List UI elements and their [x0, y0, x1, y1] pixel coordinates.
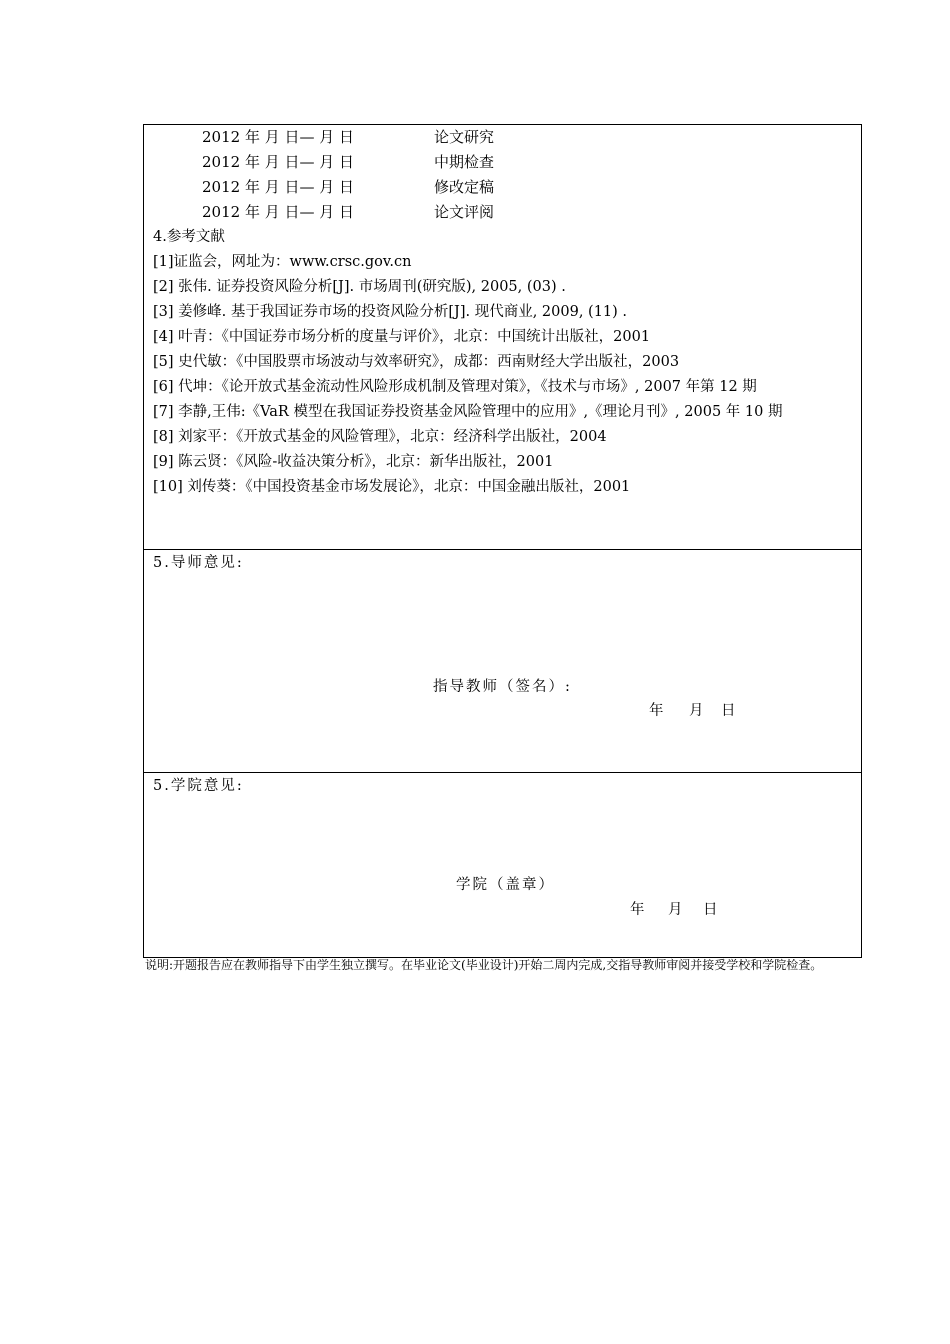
reference-item: [7] 李静,王伟:《VaR 模型在我国证券投资基金风险管理中的应用》,《理论月刊》, 2005 年 10 期: [153, 404, 783, 420]
schedule-row: [202, 150, 494, 175]
reference-item: [10] 刘传葵：《中国投资基金市场发展论》，北京：中国金融出版社，2001: [153, 479, 631, 495]
schedule-row: [202, 175, 494, 200]
schedule-row: [202, 125, 494, 150]
schedule-task: 中期检查: [434, 153, 495, 171]
schedule-date: 2012 年 月 日— 月 日: [202, 178, 355, 196]
instruction-note: 说明:开题报告应在教师指导下由学生独立撰写。在毕业论文(毕业设计)开始二周内完成,交指导教师审阅并接受学校和学院检查。: [145, 958, 823, 972]
schedule-task: 论文研究: [434, 128, 495, 146]
reference-item: [4] 叶青：《中国证券市场分析的度量与评价》，北京：中国统计出版社，2001: [153, 329, 651, 345]
schedule-date: 2012 年 月 日— 月 日: [202, 128, 355, 146]
schedule-task: 修改定稿: [434, 178, 495, 196]
day-label: 日: [721, 703, 736, 719]
reference-item: [6] 代坤：《论开放式基金流动性风险形成机制及管理对策》，《技术与市场》, 2007 年第 12 期: [153, 379, 757, 395]
schedule-row: [202, 200, 494, 225]
month-label: 月: [689, 703, 704, 719]
references-heading: 4.参考文献: [153, 229, 225, 245]
advisor-date: [649, 700, 736, 722]
reference-item: [3] 姜修峰. 基于我国证券市场的投资风险分析[J]. 现代商业, 2009, (11) .: [153, 304, 628, 320]
year-label: 年: [630, 902, 645, 918]
college-opinion-section: [144, 772, 861, 957]
college-heading: 5.学院意见:: [153, 778, 244, 794]
schedule-date: 2012 年 月 日— 月 日: [202, 153, 355, 171]
year-label: 年: [649, 703, 664, 719]
advisor-opinion-section: [144, 549, 861, 772]
schedule-date: 2012 年 月 日— 月 日: [202, 203, 355, 221]
reference-item: [2] 张伟. 证券投资风险分析[J]. 市场周刊(研究版), 2005, (03) .: [153, 279, 566, 295]
college-date: [630, 899, 718, 921]
advisor-signature-label: 指导教师（签名）:: [433, 679, 572, 695]
reference-item: [8] 刘家平：《开放式基金的风险管理》，北京：经济科学出版社，2004: [153, 429, 607, 445]
report-form-table: [143, 124, 862, 958]
advisor-heading: 5.导师意见:: [153, 555, 244, 571]
reference-item: [1]证监会，网址为：www.crsc.gov.cn: [153, 254, 412, 270]
schedule-task: 论文评阅: [434, 203, 495, 221]
reference-item: [9] 陈云贤：《风险-收益决策分析》，北京：新华出版社，2001: [153, 454, 554, 470]
college-stamp-label: 学院（盖章）: [456, 877, 555, 893]
month-label: 月: [668, 902, 683, 918]
reference-item: [5] 史代敏：《中国股票市场波动与效率研究》，成都：西南财经大学出版社，2003: [153, 354, 680, 370]
day-label: 日: [703, 902, 718, 918]
schedule-references-section: [144, 125, 861, 549]
